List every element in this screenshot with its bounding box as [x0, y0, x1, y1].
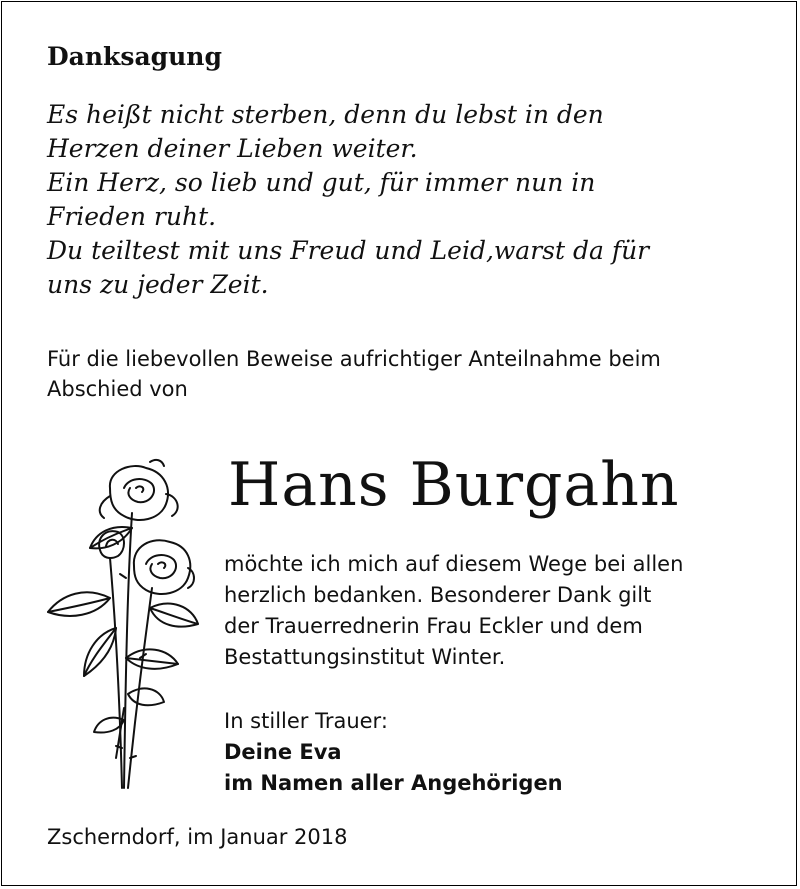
- notice-heading: Danksagung: [47, 42, 222, 71]
- signer-line: im Namen aller Angehörigen: [224, 771, 563, 795]
- rose-bouquet-icon: [40, 458, 200, 798]
- thanks-text: [224, 549, 784, 673]
- poem-line: uns zu jeder Zeit.: [47, 270, 269, 299]
- place-and-date: Zscherndorf, im Januar 2018: [47, 825, 348, 849]
- intro-line: Für die liebevollen Beweise aufrichtiger Anteilnahme beim: [47, 347, 661, 371]
- poem-line: Du teiltest mit uns Freud und Leid,warst da für: [47, 236, 650, 265]
- obituary-notice: [1, 1, 797, 886]
- intro-line: Abschied von: [47, 377, 188, 401]
- signer-line: Deine Eva: [224, 740, 342, 764]
- poem-line: Herzen deiner Lieben weiter.: [47, 134, 418, 163]
- intro-text: [47, 344, 787, 404]
- deceased-name: Hans Burgahn: [228, 450, 680, 520]
- poem-line: Frieden ruht.: [47, 202, 217, 231]
- thanks-line: herzlich bedanken. Besonderer Dank gilt: [224, 583, 652, 607]
- thanks-line: Bestattungsinstitut Winter.: [224, 645, 506, 669]
- thanks-line: der Trauerrednerin Frau Eckler und dem: [224, 614, 643, 638]
- signers: [224, 737, 563, 799]
- thanks-line: möchte ich mich auf diesem Wege bei allen: [224, 552, 684, 576]
- poem-line: Ein Herz, so lieb und gut, für immer nun in: [47, 168, 596, 197]
- memorial-poem: [47, 98, 787, 302]
- mourning-line: In stiller Trauer:: [224, 709, 388, 733]
- poem-line: Es heißt nicht sterben, denn du lebst in den: [47, 100, 604, 129]
